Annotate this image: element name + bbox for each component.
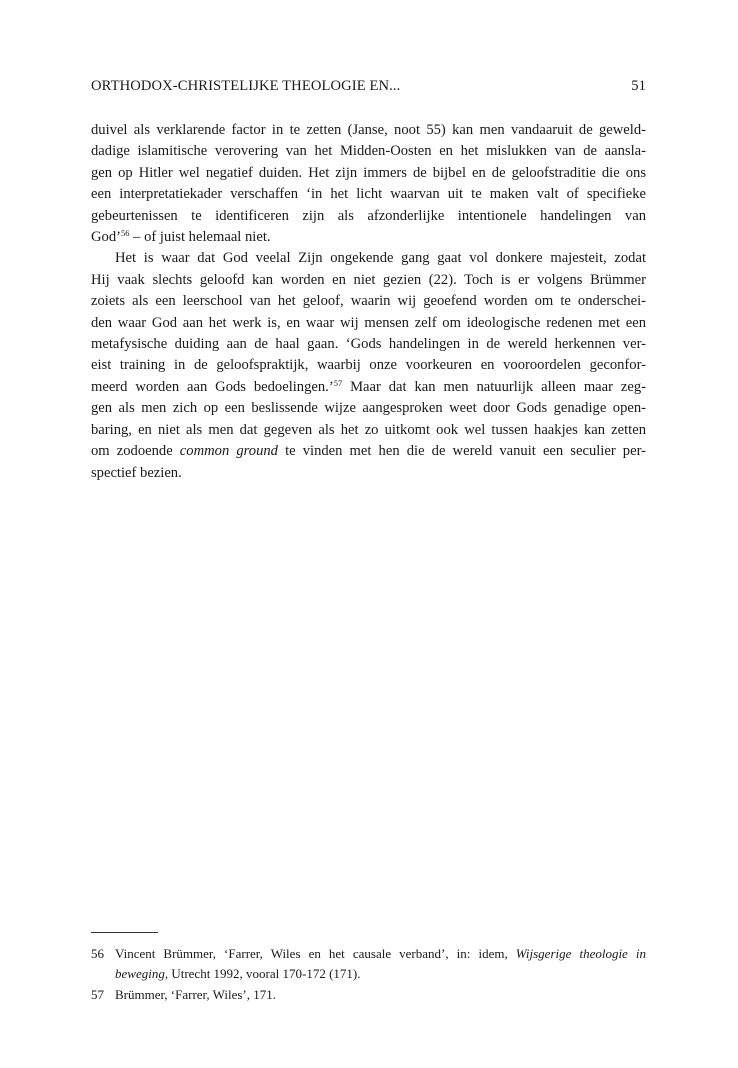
footnote-ref[interactable]: 57 bbox=[333, 377, 343, 388]
text-line: den waar God aan het werk is, en waar wij mensen zelf om ideologische redenen met een bbox=[91, 314, 646, 331]
emphasis: common ground bbox=[179, 443, 278, 460]
footnote-number: 56 bbox=[91, 946, 104, 961]
text-line: zoiets als een leerschool van het geloof, waarin wij geoefend worden om te onderschei- bbox=[91, 293, 646, 310]
text-line: eist training in de geloofspraktijk, waarbij onze voorkeuren en vooroordelen geconfor- bbox=[91, 357, 646, 374]
footnote-line: Brümmer, ‘Farrer, Wiles’, 171. bbox=[115, 987, 277, 1002]
text-run: Vincent Brümmer, ‘Farrer, Wiles en het causale verband’, in: idem, bbox=[115, 946, 516, 961]
text-run: te vinden met hen die de wereld vanuit een seculier per- bbox=[277, 443, 646, 460]
body-text bbox=[91, 120, 646, 484]
text-line: baring, en niet als men dat gegeven als het zo uitkomt ook wel tussen haakjes kan zetten bbox=[91, 421, 646, 438]
footnote-ref[interactable]: 56 bbox=[121, 228, 130, 239]
footnote-divider bbox=[91, 932, 158, 933]
text-run: meerd worden aan Gods bedoelingen.’ bbox=[91, 378, 334, 395]
text-line: dadige islamitische verovering van het Midden-Oosten en het mislukken van de aansla- bbox=[91, 143, 646, 160]
footnote-line bbox=[115, 964, 646, 984]
text-run: om zodoende bbox=[91, 443, 180, 460]
text-line: gebeurtenissen te identificeren zijn als afzonderlijke intentionele handelingen van bbox=[91, 207, 646, 224]
text-run: , Utrecht 1992, vooral 170-172 (171). bbox=[164, 965, 361, 981]
text-line bbox=[91, 377, 646, 398]
book-title: beweging bbox=[115, 965, 165, 981]
footnote-line bbox=[115, 944, 646, 964]
paragraph bbox=[91, 120, 646, 248]
text-line: een interpretatiekader verschaffen ‘in het licht waarvan uit te maken valt of specifieke bbox=[91, 186, 646, 203]
footnote bbox=[91, 985, 646, 1005]
footnotes bbox=[91, 944, 646, 1007]
running-title: ORTHODOX-CHRISTELIJKE THEOLOGIE EN... bbox=[91, 78, 401, 94]
book-title: Wijsgerige theologie in bbox=[515, 946, 647, 961]
footnote-number: 57 bbox=[91, 987, 104, 1002]
text-run: – of juist helemaal niet. bbox=[129, 229, 271, 246]
text-line: spectief bezien. bbox=[91, 464, 182, 481]
text-line: duivel als verklarende factor in te zetten (Janse, noot 55) kan men vandaaruit de geweld- bbox=[91, 122, 646, 138]
text-run: God’ bbox=[91, 229, 121, 246]
text-line: Hij vaak slechts geloofd kan worden en niet gezien (22). Toch is er volgens Brümmer bbox=[91, 271, 646, 288]
page-number: 51 bbox=[631, 78, 646, 94]
text-line: gen op Hitler wel negatief duiden. Het zijn immers de bijbel en de geloofstraditie die ons bbox=[91, 164, 646, 181]
running-head bbox=[91, 78, 646, 95]
text-line bbox=[91, 441, 646, 462]
text-line bbox=[91, 227, 646, 248]
text-line: metafysische duiding aan de haal gaan. ‘Gods handelingen in de wereld herkennen ver- bbox=[91, 336, 646, 353]
text-line: Het is waar dat God veelal Zijn ongekende gang gaat vol donkere majesteit, zodat bbox=[115, 250, 646, 267]
paragraph bbox=[91, 248, 646, 483]
footnote bbox=[91, 944, 646, 983]
text-run: Maar dat kan men natuurlijk alleen maar zeg- bbox=[342, 378, 646, 395]
text-line: gen als men zich op een beslissende wijze aangesproken weet door Gods genadige open- bbox=[91, 400, 646, 417]
